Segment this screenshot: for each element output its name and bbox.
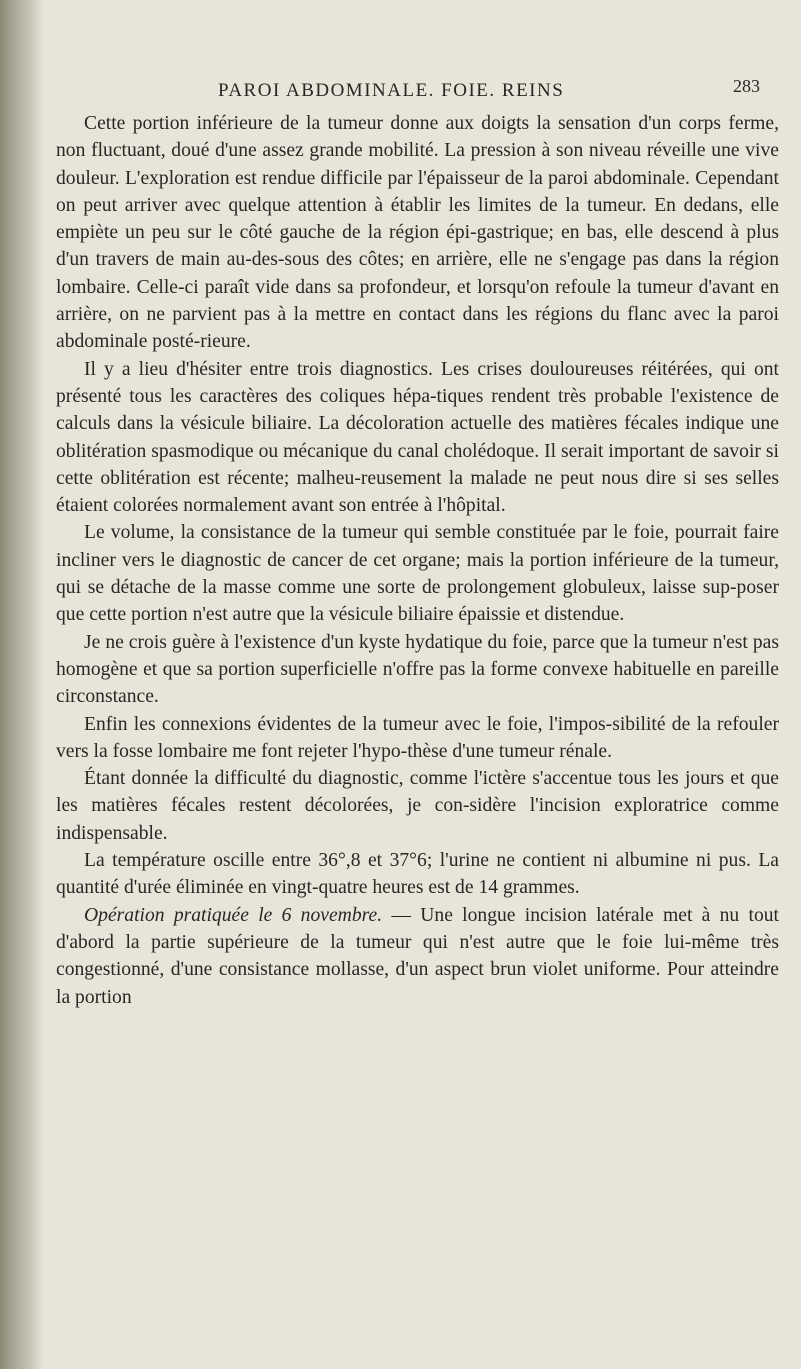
- paragraph-liver-cancer: Le volume, la consistance de la tumeur qui semble constituée par le foie, pourrait faire incliner vers le diagnostic de cancer de cet organe; mais la portion inférieure de la tumeur, qui se détache de la masse comme une sorte de prolongement globuleux, laisse sup-poser que cette portion n'est autre que la vésicule biliaire épaissie et distendue.: [56, 522, 779, 626]
- operation-heading: Opération pratiquée le 6 novembre.: [84, 904, 383, 926]
- paragraph-renal-tumor: Enfin les connexions évidentes de la tumeur avec le foie, l'impos-sibilité de la refouler vers la fosse lombaire me font rejeter l'hypo-thèse d'une tumeur rénale.: [56, 713, 779, 762]
- paragraph-tumor-exam: Cette portion inférieure de la tumeur donne aux doigts la sensation d'un corps ferme, non fluctuant, doué d'une assez grande mobilité. La pression à son niveau réveille une vive douleur. L'exploration est rendue difficile par l'épaisseur de la paroi abdominale. Cependant on peut arriver avec quelque attention à établir les limites de la tumeur. En dedans, elle empiète un peu sur le côté gauche de la région épi-gastrique; en bas, elle descend à plus d'un travers de main au-des-sous des côtes; en arrière, elle ne s'engage pas dans la région lombaire. Celle-ci paraît vide dans sa profondeur, et lorsqu'on refoule la tumeur d'avant en arrière, on ne parvient pas à la mettre en contact dans les régions du flanc avec la paroi abdominale posté-rieure.: [56, 113, 779, 353]
- body-text: [56, 110, 779, 1011]
- paragraph-operation: [56, 902, 779, 1011]
- paragraph-diagnostics: Il y a lieu d'hésiter entre trois diagnostics. Les crises douloureuses réitérées, qui ont présenté tous les caractères des coliques hépa-tiques rendent très probable l'existence de calculs dans la vésicule biliaire. La décoloration actuelle des matières fécales indique une oblitération spasmodique ou mécanique du canal cholédoque. Il serait important de savoir si cette oblitération est récente; malheu-reusement la malade ne peut nous dire si ses selles étaient colorées normalement avant son entrée à l'hôpital.: [56, 358, 779, 517]
- running-head: PAROI ABDOMINALE. FOIE. REINS: [218, 80, 565, 101]
- paragraph-exploratory-incision: Étant donnée la difficulté du diagnostic, comme l'ictère s'accentue tous les jours et que les matières fécales restent décolorées, je con-sidère l'incision exploratrice comme indispensable.: [56, 768, 779, 844]
- paragraph-temperature: La température oscille entre 36°,8 et 37°6; l'urine ne contient ni albumine ni pus. La quantité d'urée éliminée en vingt-quatre heures est de 14 grammes.: [56, 850, 779, 899]
- page-number: 283: [733, 76, 760, 96]
- paragraph-hydatid-cyst: Je ne crois guère à l'existence d'un kyste hydatique du foie, parce que la tumeur n'est pas homogène et que sa portion superficielle n'offre pas la forme convexe habituelle en pareille circonstance.: [56, 631, 779, 708]
- operation-text: — Une longue incision latérale met à nu tout d'abord la partie supérieure de la tumeur qui n'est autre que le foie lui-même très congestionné, d'une consistance mollasse, d'un aspect brun violet uniforme. Pour atteindre la portion: [56, 904, 779, 1008]
